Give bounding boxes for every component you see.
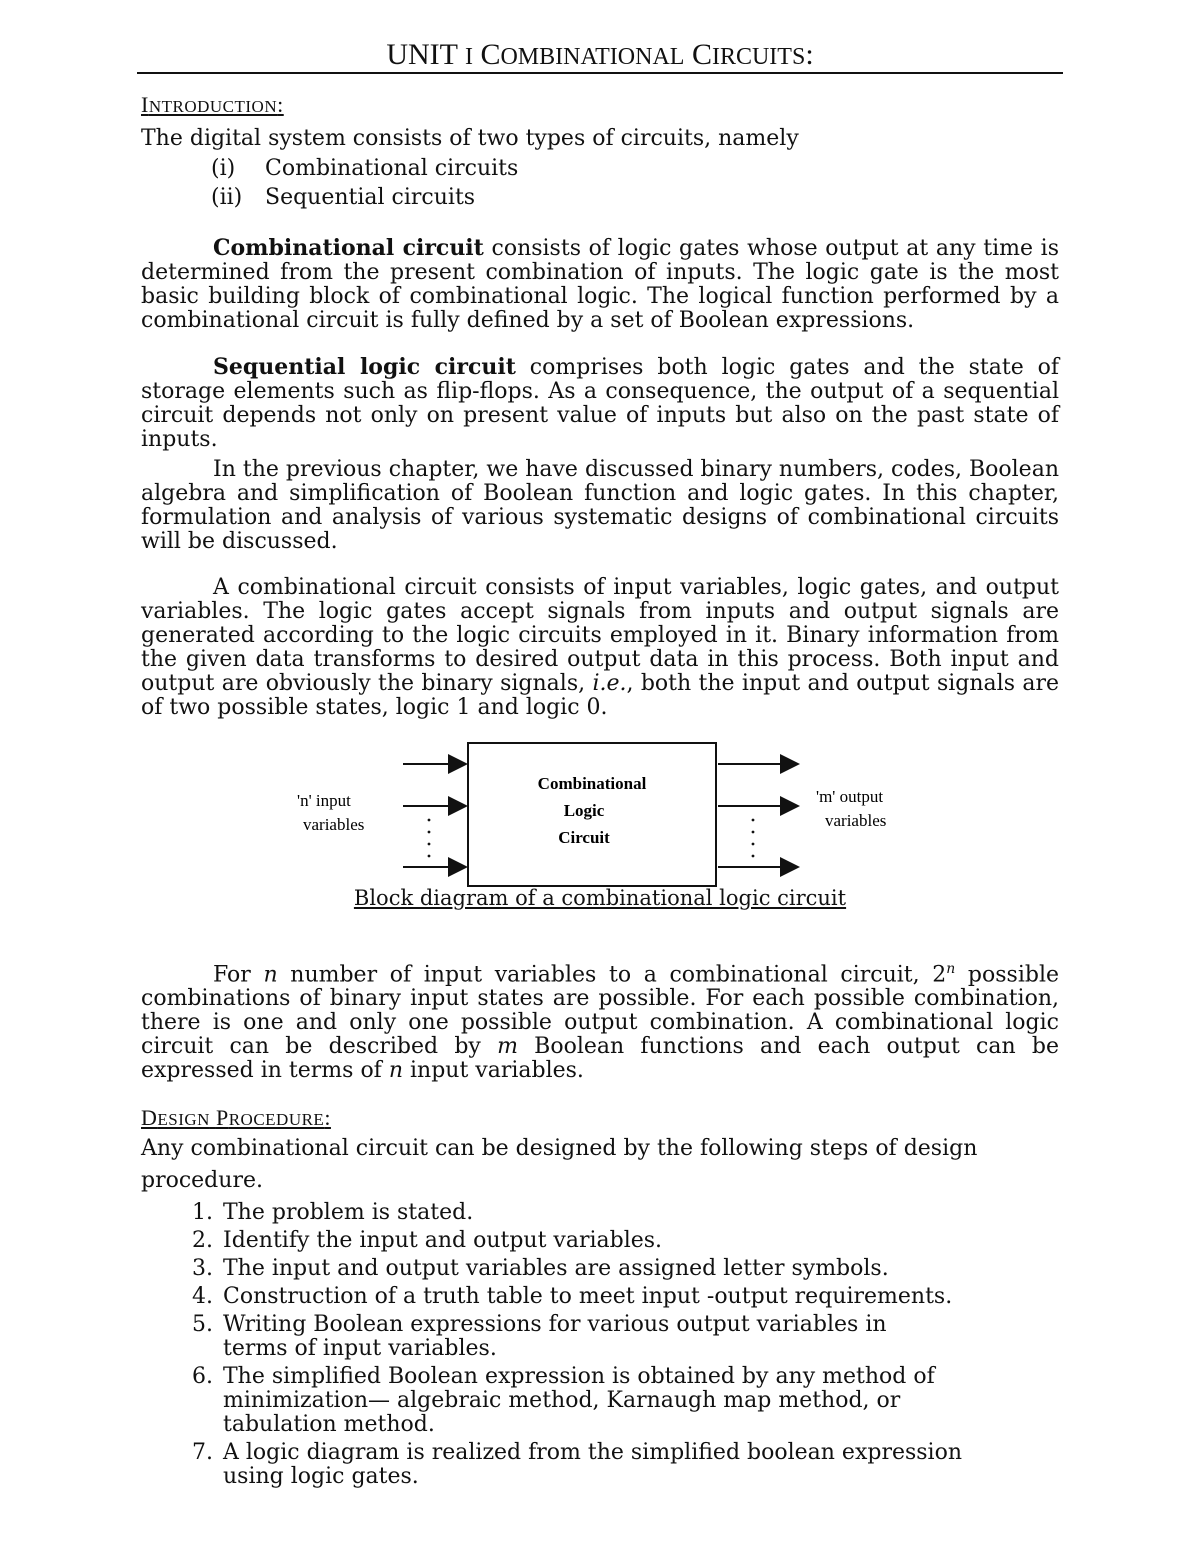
previous-chapter-paragraph: In the previous chapter, we have discussed binary numbers, codes, Boolean algebra and simplification of Boolean function and logic gates. In this chapter, formulation and analysis of various systematic designs of combinational circuits will be discussed.	[141, 457, 1059, 554]
list-item: (i) Combinational circuits	[211, 156, 519, 181]
output-label-line-2: variables	[825, 811, 887, 830]
intro-text: The digital system consists of two types of circuits, namely	[141, 126, 799, 151]
list-item: 3. The input and output variables are assigned letter symbols.	[192, 1256, 889, 1282]
design-procedure-heading: DESIGN PROCEDURE:	[141, 1105, 331, 1131]
output-label-line-1: 'm' output	[816, 787, 884, 806]
page-title: UNIT I COMBINATIONAL CIRCUITS:	[137, 40, 1063, 74]
list-item: 1. The problem is stated.	[192, 1200, 474, 1226]
circuit-types-list	[211, 154, 1059, 212]
combinational-paragraph: Combinational circuit consists of logic gates whose output at any time is determined from the present combination of inputs. The logic gate is the most basic building block of combinational logic. The logical function performed by a combinational circuit is fully defined by a set of Boolean expressions.	[141, 235, 1060, 333]
box-label-line-3: Circuit	[558, 828, 610, 847]
input-label-line-1: 'n' input	[297, 791, 351, 810]
block-diagram	[141, 742, 1059, 957]
sequential-paragraph: Sequential logic circuit comprises both logic gates and the state of storage elements such as flip-flops. As a consequence, the output of a sequential circuit depends not only on present value of inputs but also on the past state of inputs.	[141, 354, 1059, 452]
design-intro-text: Any combinational circuit can be designed by the following steps of design procedure.	[141, 1136, 978, 1194]
list-item: 2. Identify the input and output variables.	[192, 1228, 663, 1254]
design-steps-list	[171, 1201, 1059, 1489]
list-item: 4. Construction of a truth table to meet input -output requirements.	[192, 1284, 953, 1310]
list-item: 5. Writing Boolean expressions for various output variables in terms of input variables.	[192, 1312, 887, 1362]
introduction-heading: INTRODUCTION:	[141, 92, 284, 117]
output-ellipsis	[752, 819, 755, 858]
input-combinations-paragraph: For n number of input variables to a combinational circuit, 2$^n$ possible combinations of binary input states are possible. For each possible combination, there is one and only one possible output combination. A combinational logic circuit can be described by m Boolean functions and each output can be expressed in terms of n input variables.	[141, 961, 1060, 1084]
list-item: (ii) Sequential circuits	[211, 185, 476, 210]
diagram-caption: Block diagram of a combinational logic circuit	[353, 886, 847, 910]
combinational-description-paragraph: A combinational circuit consists of input variables, logic gates, and output variables. The logic gates accept signals from inputs and output signals are generated according to the logic circuits employed in it. Binary information from the given data transforms to desired output data in this process. Both input and output are obviously the binary signals, i.e., both the input and output signals are of two possible states, logic 1 and logic 0.	[141, 575, 1059, 720]
input-label-line-2: variables	[303, 815, 365, 834]
box-label-line-1: Combinational	[537, 774, 647, 793]
list-item: 6. The simplified Boolean expression is obtained by any method of minimization— algebraic method, Karnaugh map method, or tabulation method.	[192, 1364, 935, 1438]
box-label-line-2: Logic	[563, 801, 605, 820]
list-item: 7. A logic diagram is realized from the simplified boolean expression using logic gates.	[192, 1440, 963, 1490]
document-page	[141, 40, 1059, 1493]
input-ellipsis	[428, 819, 431, 858]
